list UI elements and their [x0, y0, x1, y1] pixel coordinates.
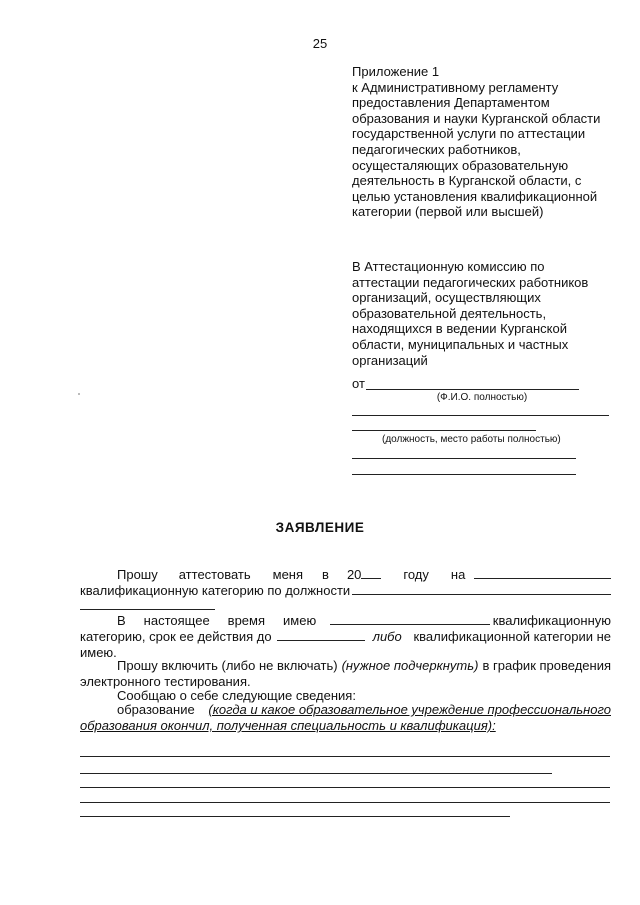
education-hint-2: образования окончил, полученная специальность и квалификация): [80, 718, 496, 733]
either-word: либо [372, 629, 402, 644]
word: настоящее [143, 613, 210, 628]
word: меня [272, 567, 304, 582]
addressee-line: образовательной деятельность, [352, 305, 547, 321]
education-line-3[interactable] [80, 787, 610, 788]
schedule-text: в график проведения [482, 658, 611, 673]
validity-prompt: категорию, срок ее действия до [80, 629, 272, 644]
paragraph-5-line-2 [80, 718, 611, 734]
name-caption: (Ф.И.О. полностью) [436, 392, 528, 403]
paragraph-1-line-3 [80, 598, 611, 614]
appendix-line: педагогических работников, [352, 141, 521, 157]
position-prompt: квалификационную категорию по должности [80, 583, 351, 598]
appendix-line: целью установления квалификационной [352, 188, 598, 204]
appendix-line: к Административному регламенту [352, 79, 559, 95]
page-number: 25 [312, 36, 328, 51]
include-text: Прошу включить (либо не включать) [117, 658, 338, 673]
word: В [117, 613, 126, 628]
education-line-1[interactable] [80, 756, 610, 757]
education-hint-1: (когда и какое образовательное учреждение профессионального [208, 702, 611, 717]
scan-speck [78, 393, 80, 395]
document-title: ЗАЯВЛЕНИЕ [275, 520, 365, 535]
word: в [322, 567, 329, 582]
paragraph-1-line-2 [80, 583, 611, 599]
appendix-line: категории (первой или высшей) [352, 204, 544, 220]
position-line-3[interactable] [352, 474, 576, 475]
word: квалификационную [492, 613, 611, 628]
addressee-line: находящихся в ведении Курганской [352, 321, 567, 337]
paragraph-3-line-2: электронного тестирования. [80, 674, 251, 689]
word: аттестовать [178, 567, 251, 582]
position-line-2[interactable] [352, 458, 576, 459]
paragraph-2-line-3: имею. [80, 645, 117, 660]
word: году [403, 567, 429, 582]
word: имею [283, 613, 317, 628]
paragraph-4: Сообщаю о себе следующие сведения: [117, 688, 356, 703]
addressee-line: организаций [352, 352, 428, 368]
addressee-line: организаций, осуществляющих [352, 290, 541, 306]
addressee-line: области, муниципальных и частных [352, 336, 569, 352]
addressee-line: аттестации педагогических работников [352, 274, 589, 290]
education-line-4[interactable] [80, 802, 610, 803]
addressee-block [352, 259, 588, 368]
education-label: образование [117, 702, 195, 717]
appendix-line: образования и науки Курганской области [352, 110, 601, 126]
education-line-5[interactable] [80, 816, 510, 817]
appendix-line: деятельность в Курганской области, с [352, 173, 582, 189]
paragraph-3-line-1 [80, 658, 611, 674]
addressee-line: В Аттестационную комиссию по [352, 259, 545, 274]
position-blank[interactable] [352, 583, 611, 595]
year-prefix: 20 [346, 567, 362, 582]
appendix-line: Приложение 1 [352, 64, 440, 79]
word: Прошу [117, 567, 158, 582]
education-line-2[interactable] [80, 773, 552, 774]
position-line[interactable] [352, 430, 536, 431]
paragraph-1-line-1 [80, 567, 611, 583]
from-label: от [352, 376, 365, 391]
position-blank-2[interactable] [80, 598, 215, 610]
word: на [450, 567, 466, 582]
paragraph-5-line-1 [80, 702, 611, 718]
category-blank[interactable] [474, 567, 611, 579]
year-blank[interactable] [361, 567, 381, 579]
no-category-text: квалификационной категории не [413, 629, 611, 644]
underline-hint: (нужное подчеркнуть) [341, 658, 479, 673]
name-line[interactable] [366, 389, 579, 390]
appendix-line: предоставления Департаментом [352, 95, 550, 111]
name-line-2[interactable] [352, 415, 609, 416]
appendix-line: государственной услуги по аттестации [352, 126, 586, 142]
paragraph-2-line-1 [80, 613, 611, 629]
paragraph-2-line-2 [80, 629, 611, 645]
current-category-blank[interactable] [330, 613, 490, 625]
position-caption: (должность, место работы полностью) [382, 434, 561, 445]
validity-date-blank[interactable] [277, 629, 365, 641]
appendix-line: осущесталяющих образовательную [352, 157, 569, 173]
appendix-block [352, 64, 600, 220]
word: время [227, 613, 266, 628]
